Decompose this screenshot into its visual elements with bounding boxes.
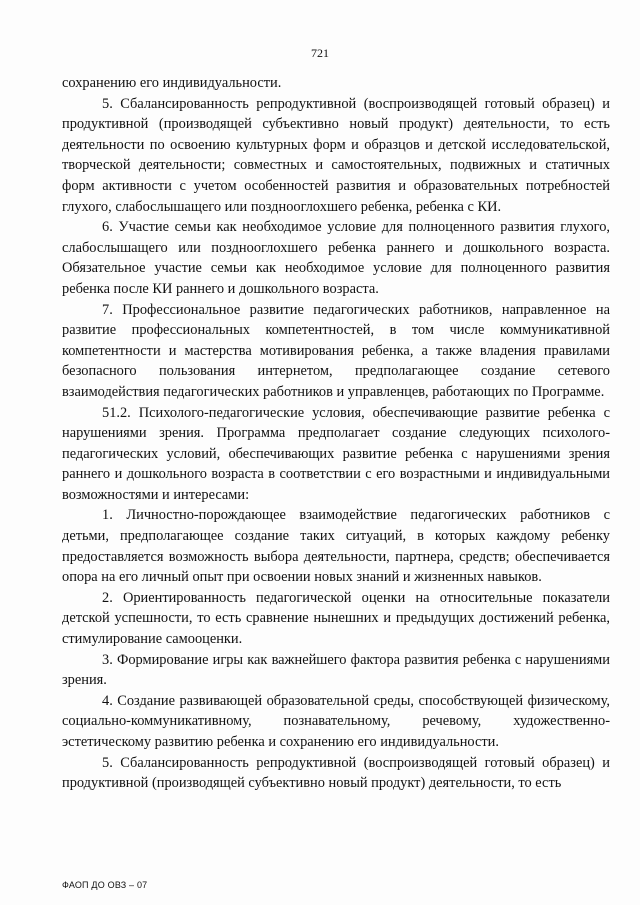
paragraph-item-7-professional: 7. Профессиональное развитие педагогических работников, направленное на развитие профессиональных компетентностей, в том числе коммуникативной компетентности и мастерства мотивирования ребенка, а также владения правилами безопасного пользования интернетом, предполагающее создание сетевого взаимодействия педагогических работников и управленцев, работающих по Программе. [62,301,610,400]
page-number: 721 [311,46,329,60]
paragraph-section-51-2: 51.2. Психолого-педагогические условия, обеспечивающие развитие ребенка с нарушениями зрения. Программа предполагает создание следующих психолого-педагогических условий, обеспечивающих развитие ребенка с нарушениями зрения раннего и дошкольного возраста в соответствии с его возрастными и индивидуальными возможностями и интересами: [62,404,610,503]
page-footer: ФАОП ДО ОВЗ – 07 [62,880,148,890]
document-body [62,73,610,794]
paragraph-item-5-balance-repeat: 5. Сбалансированность репродуктивной (воспроизводящей готовый образец) и продуктивной (производящей субъективно новый продукт) деятельности, то есть [62,754,610,792]
paragraph-item-3-play: 3. Формирование игры как важнейшего фактора развития ребенка с нарушениями зрения. [62,651,610,689]
paragraph-item-6-family: 6. Участие семьи как необходимое условие для полноценного развития глухого, слабослышащего или позднооглохшего ребенка раннего и дошкольного возраста. Обязательное участие семьи как необходимое условие для полноценного развития ребенка после КИ раннего и дошкольного возраста. [62,219,610,297]
paragraph-item-5-balance: 5. Сбалансированность репродуктивной (воспроизводящей готовый образец) и продуктивной (производящей субъективно новый продукт) деятельности, то есть деятельности по освоению культурных форм и образцов и детской исследовательской, творческой деятельности; совместных и самостоятельных, подвижных и статичных форм активности с учетом особенностей развития и образовательных потребностей глухого, слабослышащего или позднооглохшего ребенка, ребенка с КИ. [62,95,610,215]
paragraph-item-2-assessment: 2. Ориентированность педагогической оценки на относительные показатели детской успешности, то есть сравнение нынешних и предыдущих достижений ребенка, стимулирование самооценки. [62,589,610,648]
paragraph-item-1-interaction: 1. Личностно-порождающее взаимодействие педагогических работников с детьми, предполагающее создание таких ситуаций, в которых каждому ребенку предоставляется возможность выбора деятельности, партнера, средств; обеспечивается опора на его личный опыт при освоении новых знаний и жизненных навыков. [62,507,610,586]
paragraph-continuation: сохранению его индивидуальности. [62,75,282,91]
paragraph-item-4-environment: 4. Создание развивающей образовательной среды, способствующей физическому, социально-коммуникативному, познавательному, речевому, художественно-эстетическому развитию ребенка и сохранению его индивидуальности. [62,692,610,750]
